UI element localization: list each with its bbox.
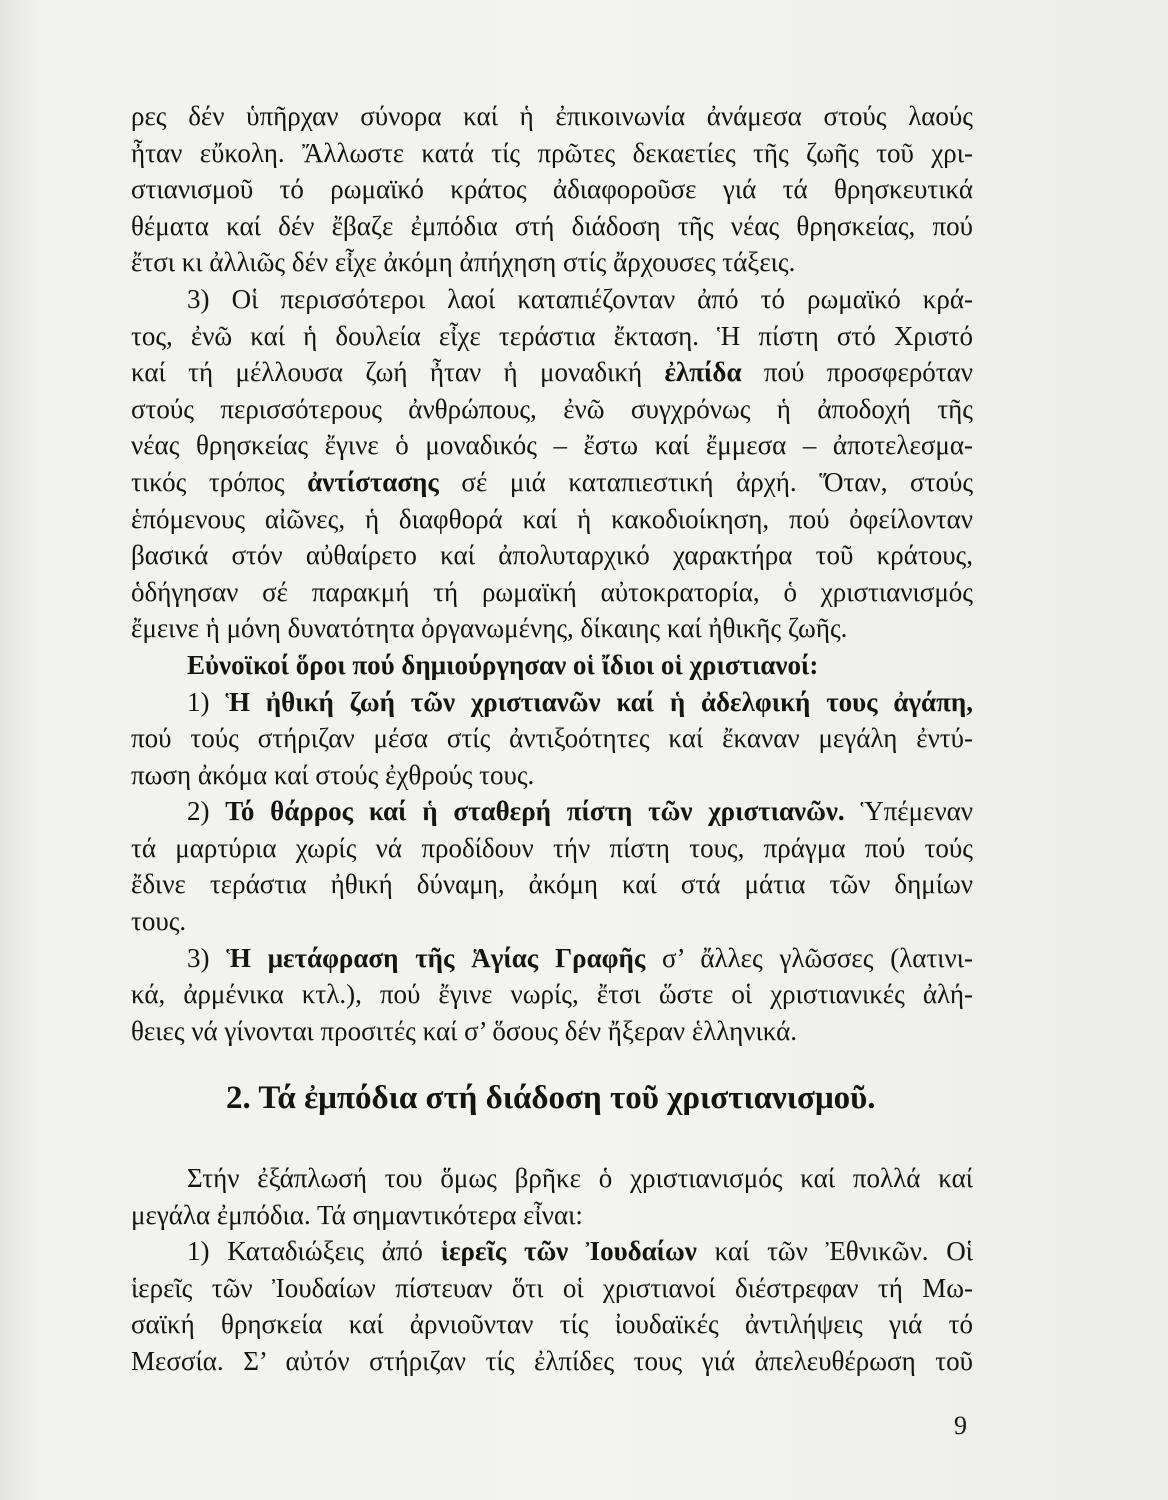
text-run: καί τή μέλλουσα ζωή ἦταν ἡ μοναδική	[131, 357, 643, 388]
text-line: πού τούς στήριζαν μέσα στίς ἀντιξοότητες καί ἔκαναν μεγάλη ἐντύ-	[131, 723, 973, 754]
text-line	[131, 354, 973, 391]
text-line: βασικά στόν αὐθαίρετο καί ἀπολυταρχικό χαρακτήρα τοῦ κράτους,	[131, 540, 973, 571]
section-heading: 2. Τά ἐμπόδια στή διάδοση τοῦ χριστιανισμοῦ.	[226, 1080, 876, 1116]
bold-term: Ἡ μετάφραση τῆς Ἁγίας Γραφῆς	[226, 942, 646, 973]
subheading-text: Εὐνοϊκοί ὅροι πού δημιούργησαν οἱ ἴδιοι οἱ χριστιανοί:	[187, 649, 819, 680]
text-line: τος, ἐνῶ καί ἡ δουλεία εἶχε τεράστια ἔκταση. Ἡ πίστη στό Χριστό	[131, 320, 973, 351]
text-line: στιανισμοῦ τό ρωμαϊκό κράτος ἀδιαφοροῦσε γιά τά θρησκευτικά	[131, 174, 973, 205]
text-line: μεγάλα ἐμπόδια. Τά σημαντικότερα εἶναι:	[131, 1199, 583, 1230]
text-line: ἑπόμενους αἰῶνες, ἡ διαφθορά καί ἡ κακοδιοίκηση, πού ὀφείλονταν	[131, 503, 973, 534]
body-text-2	[131, 1160, 973, 1380]
list-marker: 3)	[187, 942, 210, 973]
text-line: ὁδήγησαν σέ παρακμή τή ρωμαϊκή αὐτοκρατορία, ὁ χριστιανισμός	[131, 576, 973, 607]
text-line: τους.	[131, 906, 187, 937]
text-run: 1) Καταδιώξεις ἀπό	[187, 1236, 423, 1267]
text-run: τικός τρόπος	[131, 466, 285, 497]
text-line: ἔτσι κι ἀλλιῶς δέν εἶχε ἀκόμη ἀπήχηση στίς ἄρχουσες τάξεις.	[131, 247, 796, 278]
text-line: στούς περισσότερους ἀνθρώπους, ἐνῶ συγχρόνως ἡ ἀποδοχή τῆς	[131, 393, 973, 424]
text-line	[131, 793, 973, 830]
text-line	[131, 464, 973, 501]
list-marker: 1)	[187, 686, 210, 717]
text-line: σαϊκή θρησκεία καί ἀρνιοῦνταν τίς ἰουδαϊκές ἀντιλήψεις γιά τό	[131, 1309, 973, 1340]
bold-term: Ἡ ἠθική ζωή τῶν χριστιανῶν καί ἡ ἀδελφική τους ἀγάπη,	[225, 686, 973, 717]
text-line: νέας θρησκείας ἔγινε ὁ μοναδικός – ἔστω καί ἔμμεσα – ἀποτελεσμα-	[131, 430, 973, 461]
text-line	[131, 1233, 973, 1270]
text-run: Ὑπέμεναν	[860, 796, 973, 827]
text-line: ἦταν εὔκολη. Ἄλλωστε κατά τίς πρῶτες δεκαετίες τῆς ζωῆς τοῦ χρι-	[131, 137, 973, 168]
text-line: Μεσσία. Σ’ αὐτόν στήριζαν τίς ἐλπίδες τους γιά ἀπελευθέρωση τοῦ	[131, 1345, 973, 1376]
text-line: θειες νά γίνονται προσιτές καί σ’ ὅσους δέν ἤξεραν ἑλληνικά.	[131, 1015, 798, 1046]
text-line: πωση ἀκόμα καί στούς ἐχθρούς τους.	[131, 759, 535, 790]
text-run: πού προσφερόταν	[763, 357, 973, 388]
list-marker: 2)	[187, 796, 210, 827]
text-line: 3) Οἱ περισσότεροι λαοί καταπιέζονταν ἀπό τό ρωμαϊκό κρά-	[187, 283, 973, 314]
bold-term: ἐλπίδα	[664, 357, 742, 388]
text-line: θέματα καί δέν ἔβαζε ἐμπόδια στή διάδοση τῆς νέας θρησκείας, πού	[131, 210, 973, 241]
text-run: σ’ ἄλλες γλῶσσες (λατινι-	[662, 942, 973, 973]
text-run: σέ μιά καταπιεστική ἀρχή. Ὅταν, στούς	[461, 466, 973, 497]
text-line: ἔμεινε ἡ μόνη δυνατότητα ὀργανωμένης, δίκαιης καί ἠθικῆς ζωῆς.	[131, 613, 848, 644]
bold-term: ἀντίστασης	[307, 466, 439, 497]
text-line	[131, 940, 973, 977]
text-line: κά, ἀρμένικα κτλ.), πού ἔγινε νωρίς, ἔτσι ὥστε οἱ χριστιανικές ἀλή-	[131, 979, 973, 1010]
text-line	[131, 684, 973, 721]
subheading	[131, 647, 973, 684]
page-number: 9	[954, 1411, 967, 1440]
bold-term: ἱερεῖς τῶν Ἰουδαίων	[440, 1236, 697, 1267]
text-line: Στήν ἐξάπλωσή του ὅμως βρῆκε ὁ χριστιανισμός καί πολλά καί	[187, 1163, 973, 1193]
text-line: ἔδινε τεράστια ἠθική δύναμη, ἀκόμη καί στά μάτια τῶν δημίων	[131, 869, 973, 900]
text-run: καί τῶν Ἐθνικῶν. Οἱ	[714, 1236, 973, 1267]
body-text	[131, 98, 973, 1049]
text-line: τά μαρτύρια χωρίς νά προδίδουν τήν πίστη τους, πράγμα πού τούς	[131, 832, 973, 863]
text-line: ρες δέν ὑπῆρχαν σύνορα καί ἡ ἐπικοινωνία ἀνάμεσα στούς λαούς	[131, 101, 973, 131]
text-line: ἱερεῖς τῶν Ἰουδαίων πίστευαν ὅτι οἱ χριστιανοί διέστρεφαν τή Μω-	[131, 1272, 973, 1303]
bold-term: Τό θάρρος καί ἡ σταθερή πίστη τῶν χριστιανῶν.	[225, 796, 845, 827]
